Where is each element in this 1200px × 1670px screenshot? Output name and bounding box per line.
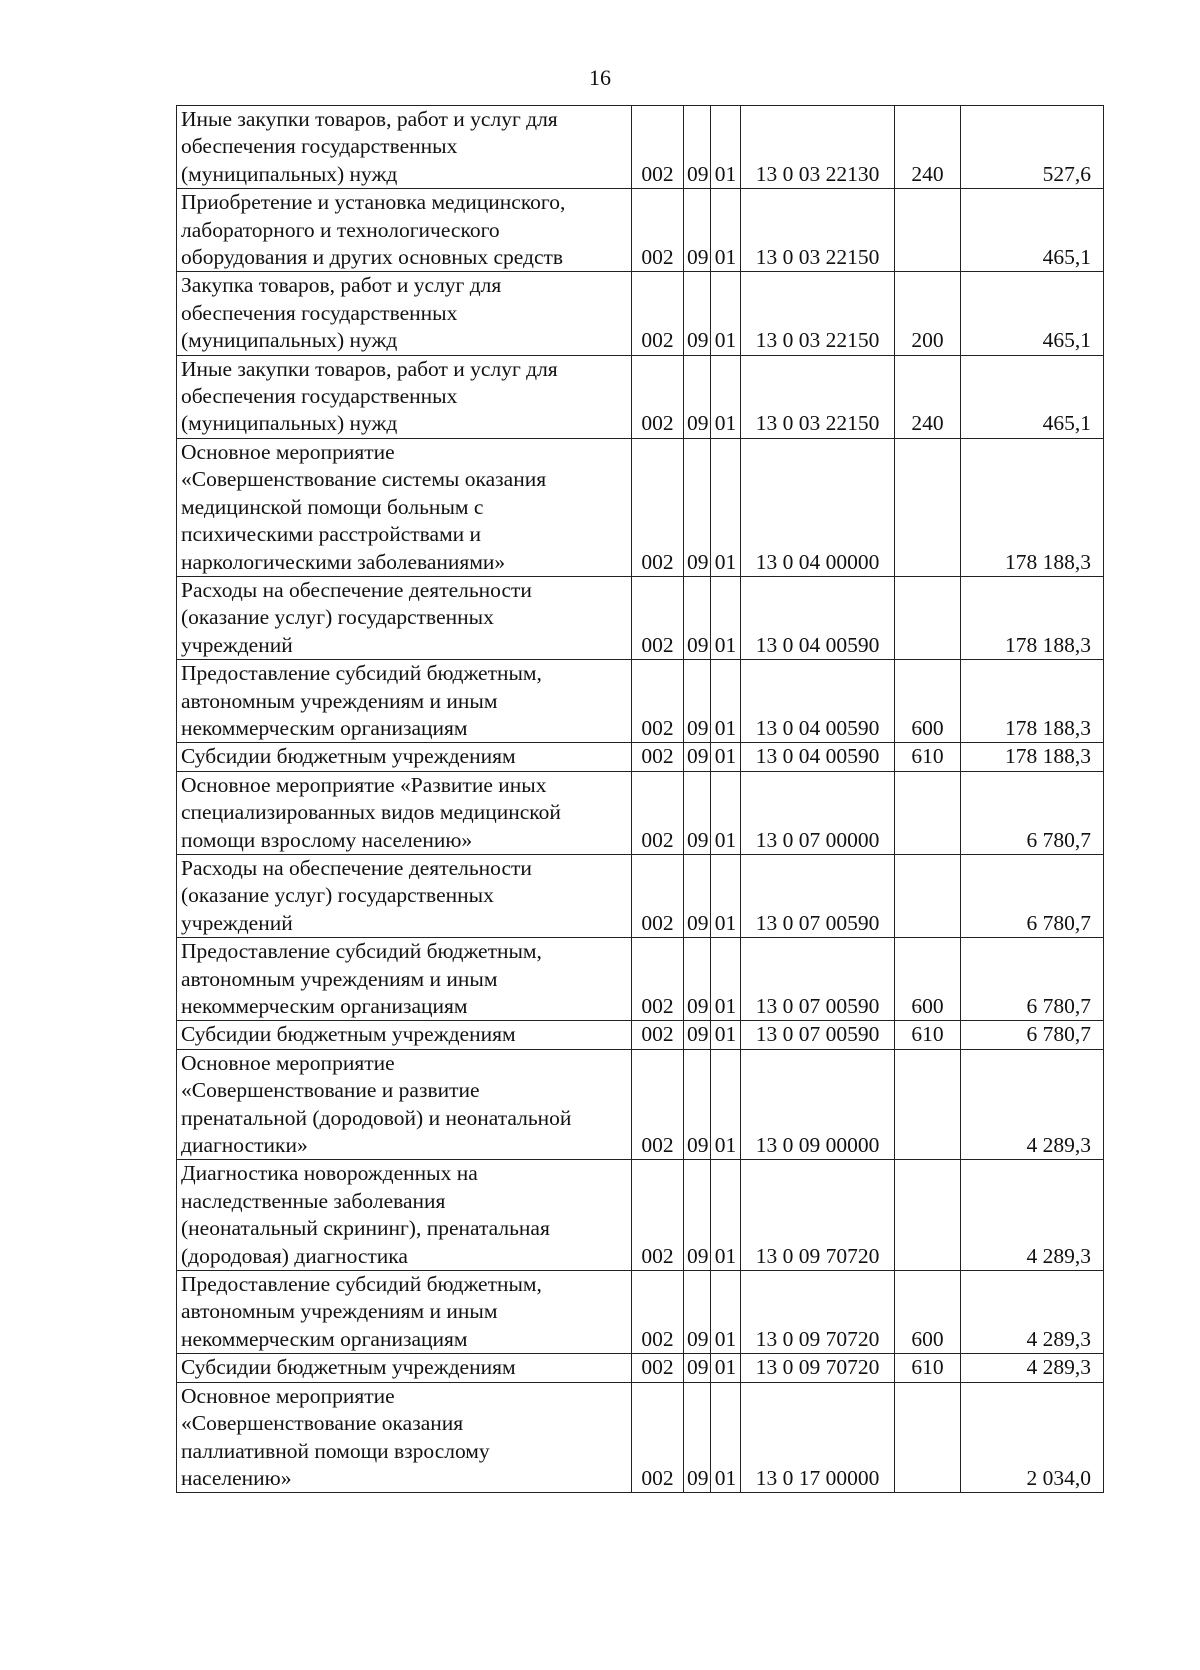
cell-target-article: 13 0 04 00000: [741, 438, 895, 576]
cell-item-name: [177, 1354, 632, 1382]
budget-table: [176, 105, 1104, 1493]
cell-target-article: 13 0 07 00590: [741, 1021, 895, 1049]
item-name-line: Предоставление субсидий бюджетным,: [181, 939, 542, 964]
cell-subsection: 01: [711, 576, 741, 659]
table-row: [177, 1271, 1104, 1354]
cell-item-name: [177, 272, 632, 355]
cell-sum: 6 780,7: [961, 854, 1104, 937]
cell-item-name: [177, 189, 632, 272]
cell-ved: 002: [632, 1049, 684, 1160]
cell-section: 09: [684, 854, 711, 937]
cell-expense-type: 610: [895, 1021, 961, 1049]
cell-item-name: [177, 438, 632, 576]
cell-sum: 6 780,7: [961, 1021, 1104, 1049]
cell-section: 09: [684, 1382, 711, 1493]
item-name-line: Диагностика новорожденных на: [181, 1161, 478, 1186]
cell-target-article: 13 0 09 70720: [741, 1271, 895, 1354]
cell-target-article: 13 0 03 22150: [741, 272, 895, 355]
item-name-line: обеспечения государственных: [181, 384, 458, 409]
cell-item-name: [177, 938, 632, 1021]
cell-section: 09: [684, 189, 711, 272]
item-name-line: Предоставление субсидий бюджетным,: [181, 1272, 542, 1297]
cell-expense-type: [895, 189, 961, 272]
cell-ved: 002: [632, 938, 684, 1021]
cell-expense-type: 240: [895, 355, 961, 438]
cell-ved: 002: [632, 272, 684, 355]
cell-subsection: 01: [711, 1354, 741, 1382]
cell-sum: 527,6: [961, 106, 1104, 189]
table-row: [177, 1049, 1104, 1160]
cell-sum: 178 188,3: [961, 660, 1104, 743]
cell-section: 09: [684, 576, 711, 659]
cell-sum: 465,1: [961, 355, 1104, 438]
table-row: [177, 743, 1104, 771]
item-name-line: Субсидии бюджетным учреждениям: [181, 1355, 516, 1380]
page-number: 16: [589, 65, 611, 90]
item-name-line: Иные закупки товаров, работ и услуг для: [181, 107, 558, 131]
item-name-line: Основное мероприятие: [181, 439, 395, 464]
item-name-line: обеспечения государственных: [181, 134, 458, 159]
cell-sum: 465,1: [961, 272, 1104, 355]
cell-subsection: 01: [711, 1160, 741, 1271]
item-name-line: (неонатальный скрининг), пренатальная: [181, 1216, 550, 1241]
cell-subsection: 01: [711, 189, 741, 272]
item-name-line: некоммерческим организациям: [181, 1326, 468, 1351]
cell-target-article: 13 0 03 22150: [741, 355, 895, 438]
cell-target-article: 13 0 04 00590: [741, 743, 895, 771]
cell-subsection: 01: [711, 938, 741, 1021]
item-name-line: наркологическими заболеваниями»: [181, 549, 506, 574]
table-row: [177, 106, 1104, 189]
cell-ved: 002: [632, 660, 684, 743]
cell-expense-type: 600: [895, 1271, 961, 1354]
cell-sum: 465,1: [961, 189, 1104, 272]
cell-target-article: 13 0 09 70720: [741, 1354, 895, 1382]
cell-subsection: 01: [711, 743, 741, 771]
item-name-line: учреждений: [181, 910, 293, 935]
item-name-line: лабораторного и технологического: [181, 217, 500, 242]
cell-sum: 4 289,3: [961, 1271, 1104, 1354]
cell-expense-type: [895, 1049, 961, 1160]
cell-item-name: [177, 854, 632, 937]
table-row: [177, 1382, 1104, 1493]
table-row: [177, 1160, 1104, 1271]
cell-section: 09: [684, 1049, 711, 1160]
cell-section: 09: [684, 938, 711, 1021]
item-name-line: Расходы на обеспечение деятельности: [181, 855, 532, 880]
item-name-line: паллиативной помощи взрослому: [181, 1438, 490, 1463]
item-name-line: (оказание услуг) государственных: [181, 883, 494, 908]
cell-sum: 178 188,3: [961, 576, 1104, 659]
cell-section: 09: [684, 1271, 711, 1354]
cell-item-name: [177, 660, 632, 743]
item-name-line: населению»: [181, 1465, 292, 1490]
item-name-line: Закупка товаров, работ и услуг для: [181, 273, 502, 298]
cell-subsection: 01: [711, 106, 741, 189]
item-name-line: Основное мероприятие: [181, 1383, 395, 1408]
cell-ved: 002: [632, 1271, 684, 1354]
cell-expense-type: 610: [895, 743, 961, 771]
table-row: [177, 1354, 1104, 1382]
item-name-line: автономным учреждениям и иным: [181, 1299, 498, 1324]
item-name-line: «Совершенствование оказания: [181, 1411, 464, 1436]
cell-expense-type: [895, 576, 961, 659]
table-row: [177, 854, 1104, 937]
cell-target-article: 13 0 03 22150: [741, 189, 895, 272]
cell-section: 09: [684, 743, 711, 771]
cell-subsection: 01: [711, 438, 741, 576]
cell-expense-type: 600: [895, 660, 961, 743]
cell-target-article: 13 0 09 70720: [741, 1160, 895, 1271]
cell-target-article: 13 0 09 00000: [741, 1049, 895, 1160]
cell-sum: 4 289,3: [961, 1049, 1104, 1160]
cell-item-name: [177, 576, 632, 659]
cell-section: 09: [684, 1354, 711, 1382]
item-name-line: Субсидии бюджетным учреждениям: [181, 1022, 516, 1047]
cell-item-name: [177, 1049, 632, 1160]
cell-ved: 002: [632, 1354, 684, 1382]
table-body: [177, 106, 1104, 1493]
item-name-line: Приобретение и установка медицинского,: [181, 190, 566, 215]
cell-ved: 002: [632, 771, 684, 854]
cell-sum: 178 188,3: [961, 743, 1104, 771]
table-row: [177, 272, 1104, 355]
cell-target-article: 13 0 07 00000: [741, 771, 895, 854]
item-name-line: диагностики»: [181, 1133, 308, 1158]
cell-section: 09: [684, 1021, 711, 1049]
cell-expense-type: 200: [895, 272, 961, 355]
cell-expense-type: [895, 771, 961, 854]
cell-subsection: 01: [711, 272, 741, 355]
cell-expense-type: [895, 1382, 961, 1493]
cell-subsection: 01: [711, 1049, 741, 1160]
cell-section: 09: [684, 660, 711, 743]
cell-ved: 002: [632, 1160, 684, 1271]
item-name-line: некоммерческим организациям: [181, 994, 468, 1018]
cell-section: 09: [684, 438, 711, 576]
item-name-line: психическими расстройствами и: [181, 522, 482, 547]
cell-expense-type: 610: [895, 1354, 961, 1382]
item-name-line: (дородовая) диагностика: [181, 1243, 408, 1268]
item-name-line: (муниципальных) нужд: [181, 161, 398, 186]
cell-item-name: [177, 1382, 632, 1493]
cell-item-name: [177, 771, 632, 854]
cell-item-name: [177, 1021, 632, 1049]
cell-target-article: 13 0 07 00590: [741, 854, 895, 937]
item-name-line: автономным учреждениям и иным: [181, 688, 498, 713]
cell-section: 09: [684, 355, 711, 438]
cell-expense-type: [895, 854, 961, 937]
cell-expense-type: 600: [895, 938, 961, 1021]
item-name-line: автономным учреждениям и иным: [181, 966, 498, 991]
cell-item-name: [177, 106, 632, 189]
cell-ved: 002: [632, 106, 684, 189]
item-name-line: Расходы на обеспечение деятельности: [181, 577, 532, 602]
item-name-line: (оказание услуг) государственных: [181, 605, 494, 630]
cell-ved: 002: [632, 576, 684, 659]
table-row: [177, 438, 1104, 576]
cell-section: 09: [684, 272, 711, 355]
table-row: [177, 660, 1104, 743]
item-name-line: оборудования и других основных средств: [181, 245, 564, 270]
item-name-line: некоммерческим организациям: [181, 715, 468, 740]
item-name-line: помощи взрослому населению»: [181, 827, 473, 852]
cell-sum: 4 289,3: [961, 1354, 1104, 1382]
cell-ved: 002: [632, 743, 684, 771]
cell-subsection: 01: [711, 1382, 741, 1493]
cell-expense-type: [895, 438, 961, 576]
item-name-line: Основное мероприятие «Развитие иных: [181, 772, 547, 797]
cell-expense-type: [895, 1160, 961, 1271]
cell-ved: 002: [632, 438, 684, 576]
item-name-line: пренатальной (дородовой) и неонатальной: [181, 1105, 572, 1130]
cell-section: 09: [684, 106, 711, 189]
item-name-line: наследственные заболевания: [181, 1188, 446, 1213]
item-name-line: специализированных видов медицинской: [181, 800, 561, 825]
table-row: [177, 771, 1104, 854]
item-name-line: Субсидии бюджетным учреждениям: [181, 744, 516, 769]
item-name-line: обеспечения государственных: [181, 300, 458, 325]
cell-section: 09: [684, 1160, 711, 1271]
item-name-line: (муниципальных) нужд: [181, 328, 398, 353]
table-row: [177, 189, 1104, 272]
table-row: [177, 576, 1104, 659]
cell-subsection: 01: [711, 355, 741, 438]
cell-target-article: 13 0 03 22130: [741, 106, 895, 189]
cell-item-name: [177, 1271, 632, 1354]
cell-subsection: 01: [711, 1021, 741, 1049]
cell-sum: 178 188,3: [961, 438, 1104, 576]
item-name-line: «Совершенствование и развитие: [181, 1078, 480, 1103]
cell-ved: 002: [632, 1382, 684, 1493]
cell-item-name: [177, 355, 632, 438]
cell-target-article: 13 0 04 00590: [741, 660, 895, 743]
item-name-line: (муниципальных) нужд: [181, 411, 398, 436]
cell-subsection: 01: [711, 854, 741, 937]
cell-target-article: 13 0 04 00590: [741, 576, 895, 659]
cell-sum: 2 034,0: [961, 1382, 1104, 1493]
table-row: [177, 355, 1104, 438]
cell-item-name: [177, 1160, 632, 1271]
cell-sum: 6 780,7: [961, 771, 1104, 854]
cell-target-article: 13 0 17 00000: [741, 1382, 895, 1493]
item-name-line: учреждений: [181, 632, 293, 657]
item-name-line: медицинской помощи больным с: [181, 494, 484, 519]
cell-sum: 6 780,7: [961, 938, 1104, 1021]
cell-subsection: 01: [711, 771, 741, 854]
cell-subsection: 01: [711, 660, 741, 743]
cell-expense-type: 240: [895, 106, 961, 189]
item-name-line: Предоставление субсидий бюджетным,: [181, 661, 542, 686]
cell-ved: 002: [632, 355, 684, 438]
cell-target-article: 13 0 07 00590: [741, 938, 895, 1021]
cell-section: 09: [684, 771, 711, 854]
item-name-line: «Совершенствование системы оказания: [181, 467, 547, 492]
table-row: [177, 1021, 1104, 1049]
cell-subsection: 01: [711, 1271, 741, 1354]
item-name-line: Основное мероприятие: [181, 1050, 395, 1075]
cell-sum: 4 289,3: [961, 1160, 1104, 1271]
cell-ved: 002: [632, 189, 684, 272]
cell-ved: 002: [632, 854, 684, 937]
table-row: [177, 938, 1104, 1021]
cell-ved: 002: [632, 1021, 684, 1049]
cell-item-name: [177, 743, 632, 771]
item-name-line: Иные закупки товаров, работ и услуг для: [181, 356, 558, 381]
